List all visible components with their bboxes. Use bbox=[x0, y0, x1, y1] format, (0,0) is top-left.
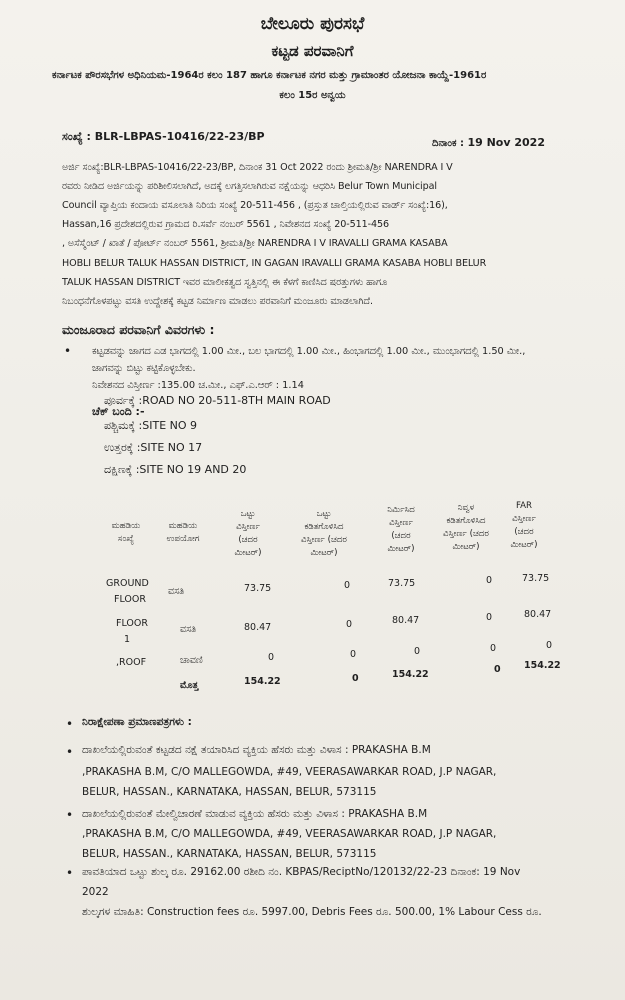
body-line: ನಿಬಂಧನೆಗೊಳಪಟ್ಟು ವಸತಿ ಉದ್ದೇಶಕ್ಕೆ ಕಟ್ಟಡ ನಿರ್ಮಾಣ ಮಾಡಲು ಪರವಾನಿಗೆ ಮಂಜೂರು ಮಾಡಲಾಗಿದೆ. bbox=[62, 296, 373, 307]
designer-address: ,PRAKASHA B.M, C/O MALLEGOWDA, #49, VEERASAWARKAR ROAD, J.P NAGAR, bbox=[82, 766, 497, 778]
table-header-far-area: FAR ವಿಸ್ತೀರ್ಣ (ಚದರ ಮೀಟರ್) bbox=[510, 501, 538, 550]
body-line: TALUK HASSAN DISTRICT ಇವರ ಮಾಲೀಕತ್ವದ ಸ್ವತ್ತಿನಲ್ಲಿ ಈ ಕೆಳಗೆ ಕಾಣಿಸಿದ ಷರತ್ತುಗಳು ಹಾಗೂ bbox=[62, 277, 388, 288]
table-row-total: 73.75 bbox=[244, 583, 272, 594]
date-value: 19 Nov 2022 bbox=[467, 136, 545, 149]
table-header-net-deducted: ನಿವ್ವಳ ಕಡಿತಗೊಳಿಸಿದ ವಿಸ್ತೀರ್ಣ (ಚದರ ಮೀಟರ್) bbox=[443, 503, 489, 552]
act-reference-line: ಕರ್ನಾಟಕ ಪೌರಸಭೆಗಳ ಅಧಿನಿಯಮ-1964ರ ಕಲಂ 187 ಹಾಗೂ ಕರ್ನಾಟಕ ನಗರ ಮತ್ತು ಗ್ರಾಮಾಂತರ ಯೋಜನಾ ಕಾಯ್ದೆ-1961ರ bbox=[52, 70, 487, 81]
table-row-deducted: 0 bbox=[344, 580, 351, 591]
table-header-total-deducted: ಒಟ್ಟು ಕಡಿತಗೊಳಿಸಿದ ವಿಸ್ತೀರ್ಣ (ಚದರ ಮೀಟರ್) bbox=[301, 509, 347, 558]
setback-line: ಕಟ್ಟಡವನ್ನು ಜಾಗದ ಎಡ ಭಾಗದಲ್ಲಿ 1.00 ಮೀ., ಬಲ ಭಾಗದಲ್ಲಿ 1.00 ಮೀ., ಹಿಂಭಾಗದಲ್ಲಿ 1.00 ಮೀ., ಮುಂಭಾಗದಲ್ಲಿ 1.50 ಮೀ., bbox=[92, 346, 526, 357]
setback-line: ಜಾಗವನ್ನು ಬಿಟ್ಟು ಕಟ್ಟಿಕೊಳ್ಳಬೇಕು. bbox=[92, 363, 196, 374]
fee-line: 2022 bbox=[82, 886, 109, 898]
noc-heading: ನಿರಾಕ್ಷೇಪಣಾ ಪ್ರಮಾಣಪತ್ರಗಳು : bbox=[82, 716, 192, 728]
table-row-floor: FLOOR bbox=[114, 594, 146, 605]
supervisor-address: ,PRAKASHA B.M, C/O MALLEGOWDA, #49, VEERASAWARKAR ROAD, J.P NAGAR, bbox=[82, 828, 497, 840]
table-row-use: ವಸತಿ bbox=[168, 586, 185, 597]
body-line: HOBLI BELUR TALUK HASSAN DISTRICT, IN GAGAN IRAVALLI GRAMA KASABA HOBLI BELUR bbox=[62, 258, 487, 269]
bullet-icon: • bbox=[66, 717, 74, 731]
table-row-floor: GROUND bbox=[106, 578, 149, 589]
document-subtitle: ಕಟ್ಟಡ ಪರವಾನಿಗೆ bbox=[271, 42, 354, 60]
boundary-north: ಉತ್ತರಕ್ಕೆ :SITE NO 17 bbox=[104, 441, 203, 454]
body-line: , ಅಸೆಸ್ಮೆಂಟ್ / ಖಾತೆ / ಪೋರ್ಟ್ ನಂಬರ್ 5561, ಶ್ರೀಮತಿ/ಶ್ರೀ NARENDRA I V IRAVALLI GRAMA KASABA bbox=[62, 238, 448, 249]
supervisor-label: ದಾಖಲೆಯಲ್ಲಿರುವಂತೆ ಮೇಲ್ವಿಚಾರಣೆ ಮಾಡುವ ವ್ಯಕ್ತಿಯ ಹೆಸರು ಮತ್ತು ವಿಳಾಸ : PRAKASHA B.M bbox=[82, 808, 428, 820]
designer-label: ದಾಖಲೆಯಲ್ಲಿರುವಂತೆ ಕಟ್ಟಡದ ನಕ್ಷೆ ತಯಾರಿಸಿದ ವ್ಯಕ್ತಿಯ ಹೆಸರು ಮತ್ತು ವಿಳಾಸ : PRAKASHA B.M bbox=[82, 744, 431, 756]
table-row-floor: ,ROOF bbox=[116, 657, 147, 668]
body-line: Hassan,16 ಪ್ರದೇಶದಲ್ಲಿರುವ ಗ್ರಾಮದ ರಿ.ಸರ್ವೆ ನಂಬರ್ 5561 , ನಿವೇಶನದ ಸಂಖ್ಯೆ 20-511-456 bbox=[62, 219, 389, 230]
table-row-net: 0 bbox=[486, 575, 493, 586]
reference-number bbox=[62, 130, 265, 144]
table-row-use: ಚಾವಣಿ bbox=[180, 655, 203, 666]
bullet-icon: • bbox=[64, 344, 72, 358]
site-area: ನಿವೇಶನದ ವಿಸ್ತೀರ್ಣ :135.00 ಚ.ಮೀ., ಎಫ್.ಎ.ಆರ್ : 1.14 bbox=[92, 380, 304, 391]
table-row-far: 73.75 bbox=[522, 573, 550, 584]
boundary-east-text: ಪೂರ್ವಕ್ಕೆ :ROAD NO 20-511-8TH MAIN ROAD bbox=[104, 394, 331, 407]
table-total-area: 154.22 bbox=[244, 676, 281, 687]
table-row-net: 0 bbox=[490, 643, 497, 654]
table-total-built: 154.22 bbox=[392, 669, 429, 680]
table-total-far: 154.22 bbox=[524, 660, 561, 671]
boundary-west: ಪಶ್ಚಿಮಕ್ಕೆ :SITE NO 9 bbox=[104, 419, 198, 432]
table-header-total-area: ಒಟ್ಟು ವಿಸ್ತೀರ್ಣ (ಚದರ ಮೀಟರ್) bbox=[234, 509, 262, 558]
table-row-total: 80.47 bbox=[244, 622, 272, 633]
table-header-floor-no: ಮಹಡಿಯ ಸಂಖ್ಯೆ bbox=[111, 521, 141, 544]
body-line: ಅರ್ಜಿ ಸಂಖ್ಯೆ:BLR-LBPAS-10416/22-23/BP, ದಿನಾಂಕ 31 Oct 2022 ರಂದು ಶ್ರೀಮತಿ/ಶ್ರೀ NARENDRA I V bbox=[62, 162, 453, 173]
fee-details: ಶುಲ್ಕಗಳ ಮಾಹಿತಿ: Construction fees ರೂ. 5997.00, Debris Fees ರೂ. 500.00, 1% Labour Cess ರೂ. bbox=[82, 906, 542, 918]
table-row-net: 0 bbox=[486, 612, 493, 623]
designer-address: BELUR, HASSAN., KARNATAKA, HASSAN, BELUR, 573115 bbox=[82, 786, 377, 798]
body-line: Council ವ್ಯಾಪ್ತಿಯ ಕಂದಾಯ ವಸೂಲಾತಿ ನಿರಿಯ ಸಂಖ್ಯೆ 20-511-456 , (ಪ್ರಸ್ತುತ ಚಾಲ್ತಿಯಲ್ಲಿರುವ ವಾರ್ಡ್ ಸಂಖ್ಯೆ:16), bbox=[62, 200, 448, 211]
table-row-deducted: 0 bbox=[346, 619, 353, 630]
document-title: ಬೇಲೂರು ಪುರಸಭೆ bbox=[260, 14, 365, 34]
date-label: ದಿನಾಂಕ : bbox=[432, 138, 464, 149]
table-row-built: 0 bbox=[414, 646, 421, 657]
table-row-floor: FLOOR bbox=[116, 618, 148, 629]
reference-label: ಸಂಖ್ಯೆ : bbox=[62, 130, 91, 143]
fee-line: ಪಾವತಿಯಾದ ಒಟ್ಟು ಶುಲ್ಕ ರೂ. 29162.00 ರಶೀದಿ ನಂ. KBPAS/ReciptNo/120132/22-23 ದಿನಾಂಕ: 19 Nov bbox=[82, 866, 521, 878]
table-row-far: 0 bbox=[546, 640, 553, 651]
table-row-far: 80.47 bbox=[524, 609, 552, 620]
reference-value: BLR-LBPAS-10416/22-23/BP bbox=[94, 130, 265, 143]
table-row-deducted: 0 bbox=[350, 649, 357, 660]
bullet-icon: • bbox=[66, 808, 74, 822]
table-total-net: 0 bbox=[494, 664, 501, 675]
table-row-built: 80.47 bbox=[392, 615, 420, 626]
issue-date bbox=[432, 136, 545, 149]
table-header-built-area: ನಿರ್ಮಿಸಿದ ವಿಸ್ತೀರ್ಣ (ಚದರ ಮೀಟರ್) bbox=[387, 505, 415, 554]
act-reference-section: ಕಲಂ 15ರ ಅನ್ವಯ bbox=[279, 90, 346, 101]
boundaries-heading: ಚೆಕ್ ಬಂದಿ :- bbox=[92, 405, 145, 418]
bullet-icon: • bbox=[66, 745, 74, 759]
table-row-floor: 1 bbox=[124, 634, 131, 645]
table-total-label: ಮೊತ್ತ bbox=[180, 680, 199, 691]
body-line: ರವರು ನೀಡಿದ ಅರ್ಜಿಯನ್ನು ಪರಿಶೀಲಿಸಲಾಗಿದೆ, ಅದಕ್ಕೆ ಲಗತ್ತಿಸಲಾಗಿರುವ ನಕ್ಷೆಯನ್ನು ಆಧರಿಸಿ Belur Town Municipal bbox=[62, 181, 437, 192]
approval-heading: ಮಂಜೂರಾದ ಪರವಾನಿಗೆ ವಿವರಗಳು : bbox=[62, 322, 215, 337]
table-header-floor-use: ಮಹಡಿಯ ಉಪಯೋಗ bbox=[166, 521, 200, 544]
table-total-deducted: 0 bbox=[352, 673, 359, 684]
table-row-use: ವಸತಿ bbox=[180, 624, 197, 635]
supervisor-address: BELUR, HASSAN., KARNATAKA, HASSAN, BELUR, 573115 bbox=[82, 848, 377, 860]
table-row-total: 0 bbox=[268, 652, 275, 663]
boundary-south: ದಕ್ಷಿಣಕ್ಕೆ :SITE NO 19 AND 20 bbox=[104, 463, 247, 476]
bullet-icon: • bbox=[66, 866, 74, 880]
table-row-built: 73.75 bbox=[388, 578, 416, 589]
